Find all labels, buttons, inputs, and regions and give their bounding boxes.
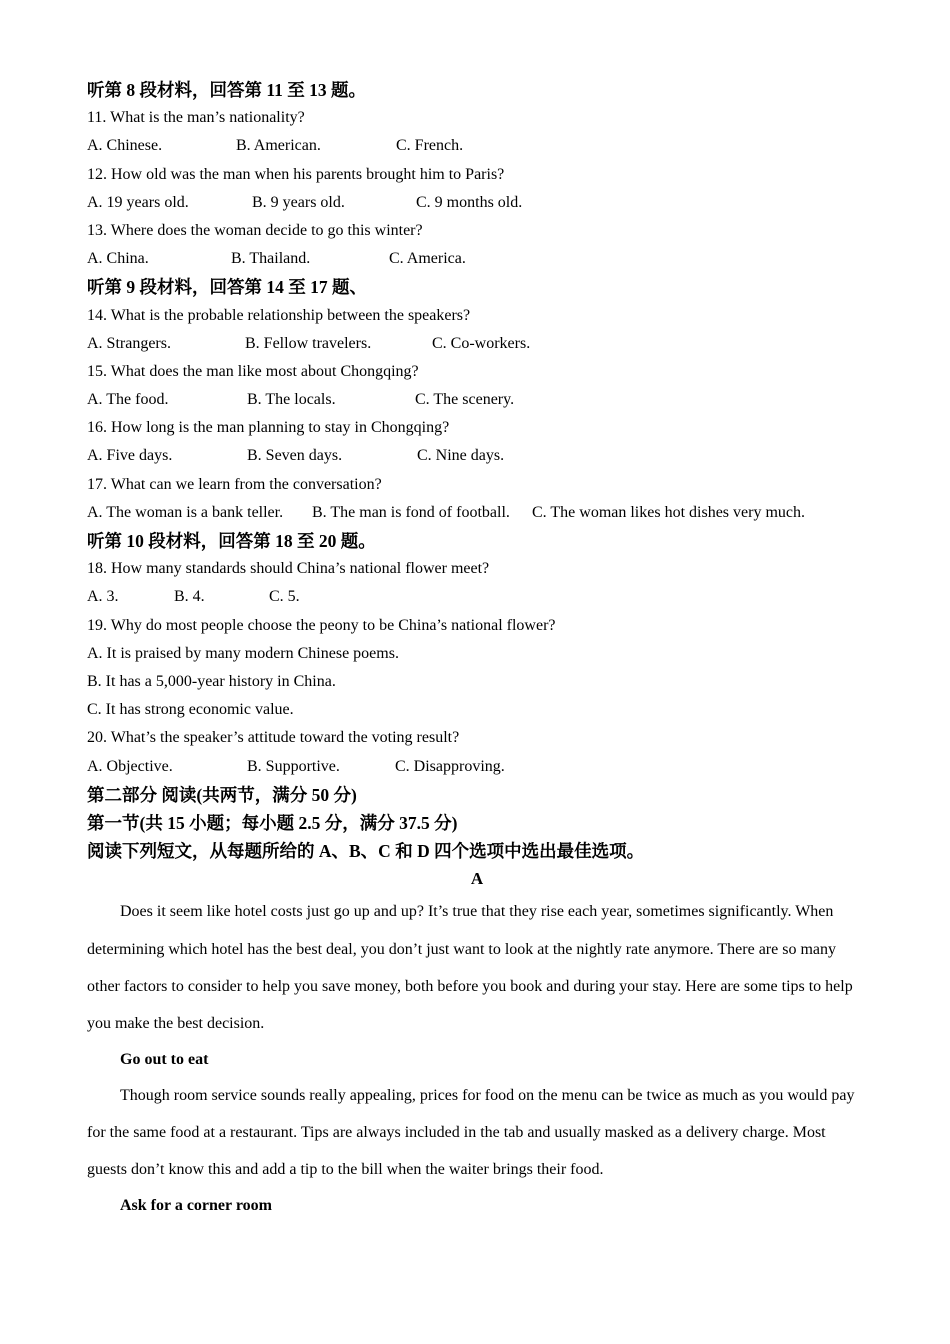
option-a: A. 19 years old.: [87, 193, 189, 211]
exam-page: [87, 76, 867, 1223]
options-11: [87, 132, 867, 160]
question-18: 18. How many standards should China’s national flower meet?: [87, 560, 490, 578]
instruction: 阅读下列短文，从每题所给的 A、B、C 和 D 四个选项中选出最佳选项。: [87, 841, 645, 862]
options-12: [87, 189, 867, 217]
question-13: 13. Where does the woman decide to go this winter?: [87, 221, 423, 239]
option-a: A. Objective.: [87, 757, 173, 775]
passage-label: A: [470, 869, 484, 889]
option-b: B. Fellow travelers.: [245, 334, 372, 352]
option-b: B. The man is fond of football.: [312, 503, 510, 521]
tip2-title: Ask for a corner room: [120, 1196, 272, 1214]
question-15: 15. What does the man like most about Chongqing?: [87, 362, 419, 380]
question-14: 14. What is the probable relationship between the speakers?: [87, 306, 471, 324]
option-b: B. The locals.: [247, 391, 336, 409]
options-14: [87, 330, 867, 358]
option-c: C. The woman likes hot dishes very much.: [532, 503, 805, 521]
option-c: C. America.: [389, 250, 466, 268]
question-20: 20. What’s the speaker’s attitude toward the voting result?: [87, 729, 460, 747]
section1-title: 第一节(共 15 小题；每小题 2.5 分，满分 37.5 分): [87, 812, 458, 833]
option-b: B. American.: [236, 137, 321, 155]
option-c: C. Co-workers.: [432, 334, 531, 352]
question-16: 16. How long is the man planning to stay in Chongqing?: [87, 419, 450, 437]
tip1-title: Go out to eat: [120, 1050, 209, 1068]
option-a: A. Chinese.: [87, 137, 163, 155]
options-13: [87, 245, 867, 273]
section-heading-10: 听第 10 段材料，回答第 18 至 20 题。: [87, 531, 376, 551]
options-15: [87, 386, 867, 414]
options-16: [87, 442, 867, 470]
option-c: C. The scenery.: [415, 391, 515, 409]
option-b: B. It has a 5,000-year history in China.: [87, 672, 336, 690]
section-heading-9: 听第 9 段材料，回答第 14 至 17 题、: [87, 277, 367, 298]
tip1-text: Though room service sounds really appealing, prices for food on the menu can be twice as much as you would pay for the same food at a restaurant. Tips are always included in the tab and usually masked as a delivery charge. Most guests don’t know this and add a tip to the bill when the waiter brings their food.: [87, 1086, 855, 1179]
option-a: A. 3.: [87, 588, 119, 606]
options-17: [87, 499, 867, 527]
question-19: 19. Why do most people choose the peony to be China’s national flower?: [87, 616, 556, 634]
option-b: B. 9 years old.: [252, 193, 345, 211]
option-c: C. It has strong economic value.: [87, 701, 294, 719]
option-b: B. Seven days.: [247, 447, 343, 465]
options-18: [87, 583, 867, 611]
question-11: 11. What is the man’s nationality?: [87, 109, 305, 127]
option-c: C. Disapproving.: [395, 757, 505, 775]
option-c: C. Nine days.: [417, 447, 505, 465]
option-c: C. 5.: [269, 588, 300, 606]
option-a: A. Five days.: [87, 447, 173, 465]
option-a: A. Strangers.: [87, 334, 171, 352]
option-c: C. French.: [396, 137, 464, 155]
option-b: B. Thailand.: [231, 250, 311, 268]
option-c: C. 9 months old.: [416, 193, 523, 211]
options-20: [87, 753, 867, 781]
option-a: A. China.: [87, 250, 149, 268]
passage-intro: Does it seem like hotel costs just go up and up? It’s true that they rise each year, sometimes significantly. When determining which hotel has the best deal, you don’t just want to look at the nightly rate anymore. There are so many other factors to consider to help you save money, both before you book and during your stay. Here are some tips to help you make the best decision.: [87, 903, 853, 1033]
question-12: 12. How old was the man when his parents brought him to Paris?: [87, 165, 505, 183]
option-a: A. It is praised by many modern Chinese poems.: [87, 644, 399, 662]
part2-title: 第二部分 阅读(共两节，满分 50 分): [87, 784, 357, 805]
option-a: A. The food.: [87, 391, 169, 409]
question-17: 17. What can we learn from the conversation?: [87, 475, 382, 493]
section-heading-8: 听第 8 段材料，回答第 11 至 13 题。: [87, 80, 367, 100]
option-b: B. 4.: [174, 588, 205, 606]
option-b: B. Supportive.: [247, 757, 340, 775]
option-a: A. The woman is a bank teller.: [87, 503, 284, 521]
